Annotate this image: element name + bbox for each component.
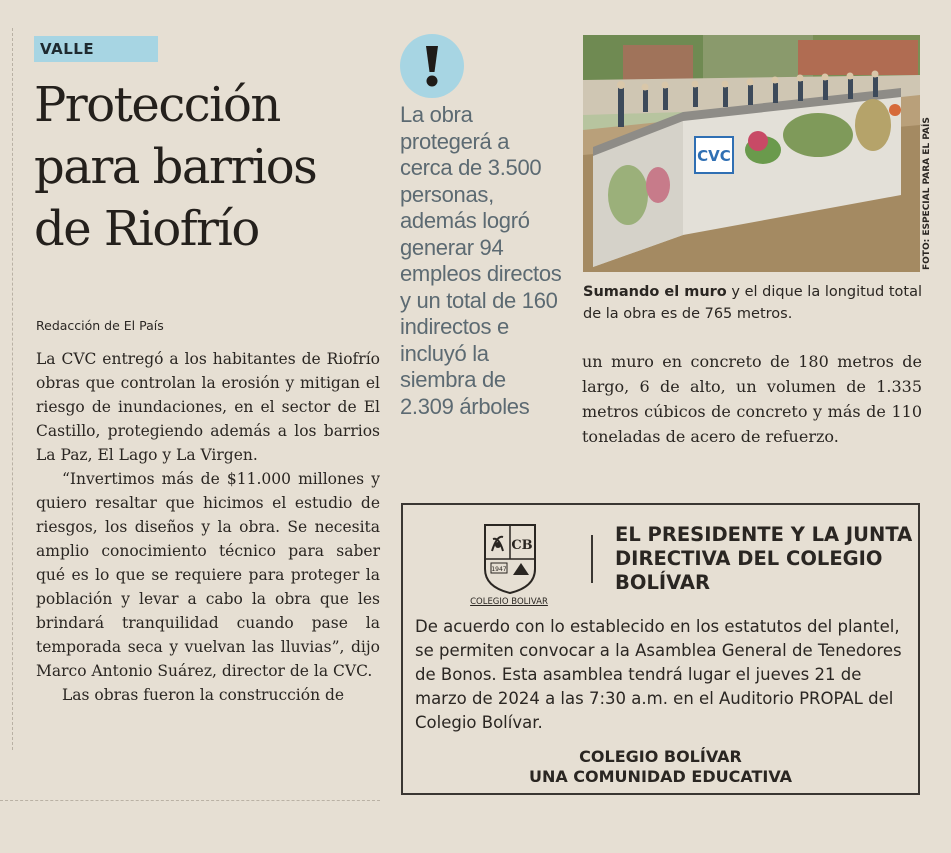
ad-body: De acuerdo con lo establecido en los estatutos del plantel, se permiten convocar a la Asamblea General de Tenedores de Bonos. Esta asamblea tendrá lugar el jueves 21 de marzo de 2024 a las 7:30 a.m. en el Auditorio PROPAL del Colegio Bolívar. [415, 617, 902, 732]
article-body [36, 347, 380, 707]
ad-footer [403, 747, 918, 787]
photo-caption [583, 281, 923, 325]
article-photo [583, 35, 920, 272]
ad-footer-line: COLEGIO BOLÍVAR [579, 747, 742, 766]
logo-monogram: CB [511, 538, 533, 553]
exclamation-icon [400, 34, 464, 98]
wall-sign: CVC [697, 147, 731, 165]
bottom-rule [0, 800, 380, 801]
section-label: VALLE [34, 36, 158, 62]
heading-divider [591, 535, 593, 583]
logo-caption: COLEGIO BOLIVAR [470, 597, 548, 607]
caption-text: y el dique la longitud total de la obra es de 765 metros. [583, 284, 922, 322]
paragraph: La CVC entregó a los habitantes de Riofrío obras que controlan la erosión y mitigan el riesgo de inundaciones, en el sector de El Castillo, protegiendo además a los barrios La Paz, El Lago y La Virgen. [36, 350, 380, 464]
column-rule [12, 28, 13, 750]
paragraph: “Invertimos más de $11.000 millones y quiero resaltar que hicimos el estudio de riesgos, los diseños y la obra. Se necesita amplio conocimiento técnico para saber qué es lo que se requiere para proteger la población y levar a cabo la obra que les brindará tranquilidad cuando pase la temporada seca y vuelvan las lluvias”, dijo Marco Antonio Suárez, director de la CVC. [36, 470, 380, 680]
caption-lead: Sumando el muro [583, 284, 727, 300]
ad-footer-line: UNA COMUNIDAD EDUCATIVA [528, 767, 793, 786]
article-continuation: un muro en concreto de 180 metros de largo, 6 de alto, un volumen de 1.335 metros cúbicos de concreto y más de 110 toneladas de acero de refuerzo. [582, 352, 922, 446]
school-logo [443, 517, 575, 607]
byline: Redacción de El País [36, 318, 164, 333]
paragraph: Las obras fueron la construcción de [62, 686, 345, 704]
ad-heading: EL PRESIDENTE Y LA JUNTA DIRECTIVA DEL COLEGIO BOLÍVAR [615, 523, 913, 594]
pullquote: La obra protegerá a cerca de 3.500 personas, además logró generar 94 empleos directos y un total de 160 indirectos e incluyó la siembra de 2.309 árboles [400, 102, 562, 419]
logo-year: 1947 [491, 566, 507, 573]
headline: Protección para barrios de Riofrío [34, 77, 317, 257]
advertisement [401, 503, 920, 795]
